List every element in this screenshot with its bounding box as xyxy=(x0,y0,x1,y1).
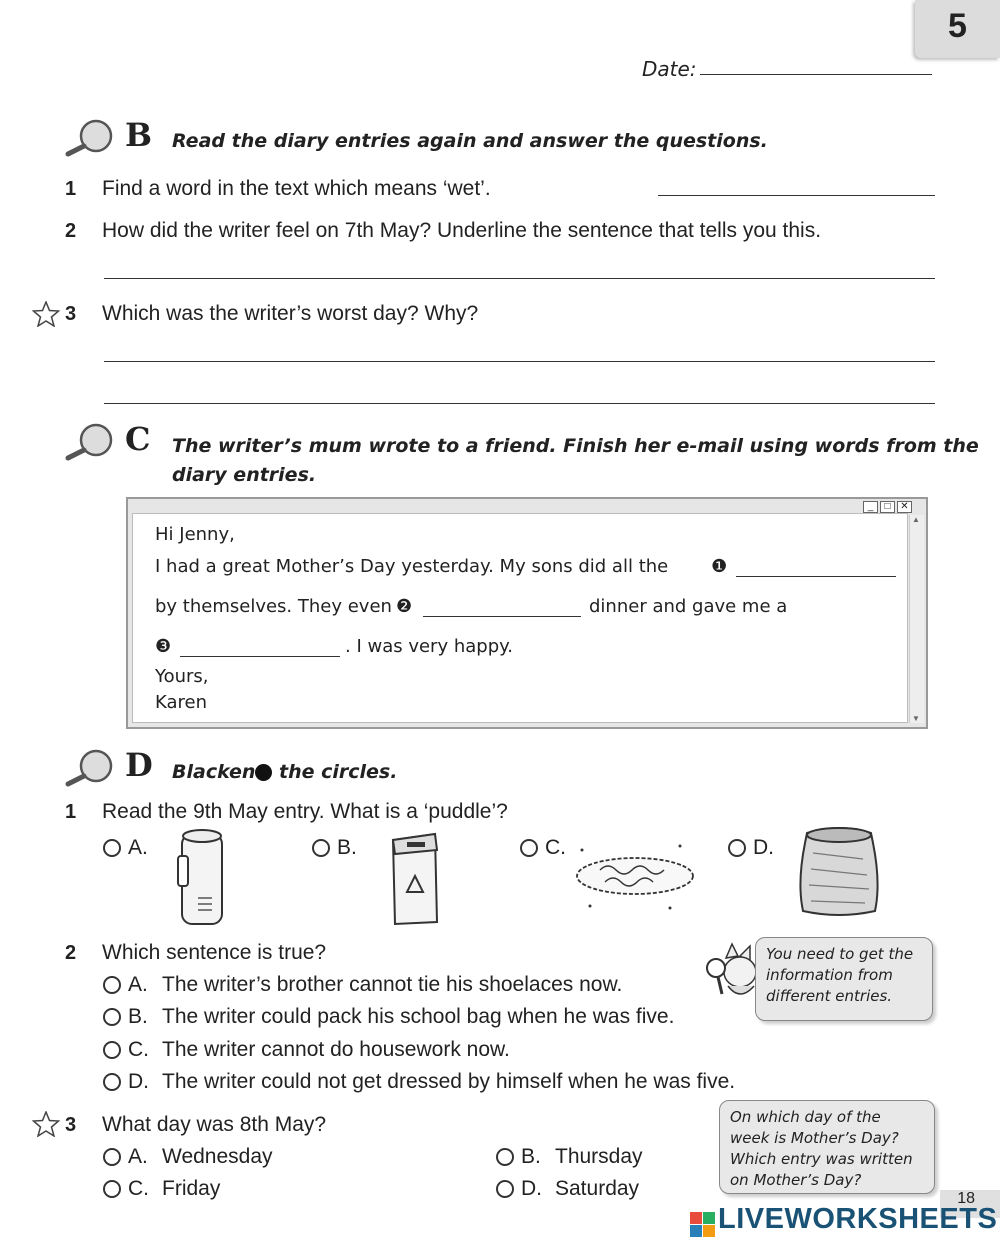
email-greeting: Hi Jenny, xyxy=(155,524,235,545)
scroll-down-icon[interactable]: ▼ xyxy=(912,714,920,723)
option-a-radio[interactable] xyxy=(103,976,121,994)
option-a-text: Wednesday xyxy=(162,1145,273,1168)
option-a-letter: A. xyxy=(128,1145,148,1168)
option-b-letter: B. xyxy=(521,1145,541,1168)
option-b-radio[interactable] xyxy=(103,1008,121,1026)
section-c-title: The writer’s mum wrote to a friend. Finish her e-mail using words from the xyxy=(172,435,979,457)
puddle-picture xyxy=(570,836,700,916)
section-d-title-a: Blacken xyxy=(172,761,256,783)
answer-line[interactable] xyxy=(104,278,935,279)
question-number: 3 xyxy=(65,1114,77,1136)
question-text: Which was the writer’s worst day? Why? xyxy=(102,302,479,325)
blank-3-marker: ❸ xyxy=(155,636,172,657)
option-a-radio[interactable] xyxy=(103,839,121,857)
option-b-radio[interactable] xyxy=(312,839,330,857)
liveworksheets-logo-icon xyxy=(690,1212,716,1238)
email-body xyxy=(132,513,908,723)
option-a-label: A. xyxy=(128,836,148,859)
option-d-radio[interactable] xyxy=(496,1180,514,1198)
question-number: 3 xyxy=(65,303,77,325)
hint-box-q3: On which day of the week is Mother’s Day? Which entry was written on Mother’s Day? xyxy=(719,1100,935,1194)
option-b-text: Thursday xyxy=(555,1145,643,1168)
email-signature: Karen xyxy=(155,692,208,713)
option-a-radio[interactable] xyxy=(103,1148,121,1166)
trash-can-picture xyxy=(172,826,232,930)
magnifier-icon xyxy=(64,118,120,158)
blank-3-input[interactable] xyxy=(180,656,340,657)
option-c-radio[interactable] xyxy=(520,839,538,857)
question-text: How did the writer feel on 7th May? Underline the sentence that tells you this. xyxy=(102,219,822,242)
answer-line[interactable] xyxy=(104,361,935,362)
option-c-label: C. xyxy=(545,836,566,859)
question-text: Read the 9th May entry. What is a ‘puddle’? xyxy=(102,800,508,823)
option-d-radio[interactable] xyxy=(728,839,746,857)
option-d-letter: D. xyxy=(521,1177,542,1200)
minimize-icon[interactable]: _ xyxy=(863,501,878,513)
email-closing: Yours, xyxy=(155,666,209,687)
option-d-radio[interactable] xyxy=(103,1073,121,1091)
sack-picture xyxy=(793,823,885,919)
option-d-text: Saturday xyxy=(555,1177,640,1200)
liveworksheets-brand[interactable]: LIVEWORKSHEETS xyxy=(718,1203,998,1235)
blank-2-input[interactable] xyxy=(423,616,581,617)
option-a-letter: A. xyxy=(128,973,148,996)
section-b-title: Read the diary entries again and answer the questions. xyxy=(172,130,768,152)
page-tab-number: 5 xyxy=(915,0,1000,58)
answer-line[interactable] xyxy=(658,195,935,196)
filled-circle-icon xyxy=(255,764,272,781)
answer-line[interactable] xyxy=(104,403,935,404)
star-icon xyxy=(32,301,60,327)
option-c-radio[interactable] xyxy=(103,1180,121,1198)
option-b-label: B. xyxy=(337,836,357,859)
email-scrollbar[interactable] xyxy=(909,515,924,723)
option-b-text: The writer could pack his school bag when he was five. xyxy=(162,1005,675,1028)
date-input-line[interactable] xyxy=(700,74,932,75)
question-text: What day was 8th May? xyxy=(102,1113,327,1136)
option-c-radio[interactable] xyxy=(103,1041,121,1059)
close-icon[interactable]: ✕ xyxy=(897,501,912,513)
blank-1-input[interactable] xyxy=(736,576,896,577)
option-c-text: Friday xyxy=(162,1177,221,1200)
cat-detective-icon xyxy=(704,942,762,1004)
email-line-3: . I was very happy. xyxy=(345,636,513,657)
magnifier-icon xyxy=(64,422,120,462)
magnifier-icon xyxy=(64,748,120,788)
recycling-bin-picture xyxy=(385,826,443,930)
option-a-text: The writer’s brother cannot tie his shoelaces now. xyxy=(162,973,623,996)
option-b-letter: B. xyxy=(128,1005,148,1028)
question-text: Find a word in the text which means ‘wet’. xyxy=(102,177,491,200)
email-line-1: I had a great Mother’s Day yesterday. My sons did all the xyxy=(155,556,669,577)
hint-box-q2: You need to get the information from different entries. xyxy=(755,937,933,1021)
section-c-letter: C xyxy=(125,420,151,458)
option-d-label: D. xyxy=(753,836,774,859)
email-line-2a: by themselves. They even xyxy=(155,596,392,617)
star-icon xyxy=(32,1111,60,1137)
option-c-letter: C. xyxy=(128,1177,149,1200)
section-d-letter: D xyxy=(125,746,153,784)
question-number: 2 xyxy=(65,942,77,964)
question-number: 2 xyxy=(65,220,77,242)
question-text: Which sentence is true? xyxy=(102,941,327,964)
option-c-text: The writer cannot do housework now. xyxy=(162,1038,510,1061)
page-number: 18 xyxy=(940,1190,1000,1218)
section-c-title-cont: diary entries. xyxy=(172,464,317,486)
section-d-title-b: the circles. xyxy=(279,761,398,783)
date-label: Date: xyxy=(642,57,697,81)
blank-2-marker: ❷ xyxy=(396,596,413,617)
maximize-icon[interactable]: □ xyxy=(880,501,895,513)
question-number: 1 xyxy=(65,178,77,200)
email-line-2b: dinner and gave me a xyxy=(589,596,788,617)
question-number: 1 xyxy=(65,801,77,823)
section-b-letter: B xyxy=(125,116,153,154)
blank-1-marker: ❶ xyxy=(711,556,728,577)
scroll-up-icon[interactable]: ▲ xyxy=(912,515,920,524)
option-d-text: The writer could not get dressed by himself when he was five. xyxy=(162,1070,736,1093)
option-d-letter: D. xyxy=(128,1070,149,1093)
option-c-letter: C. xyxy=(128,1038,149,1061)
option-b-radio[interactable] xyxy=(496,1148,514,1166)
